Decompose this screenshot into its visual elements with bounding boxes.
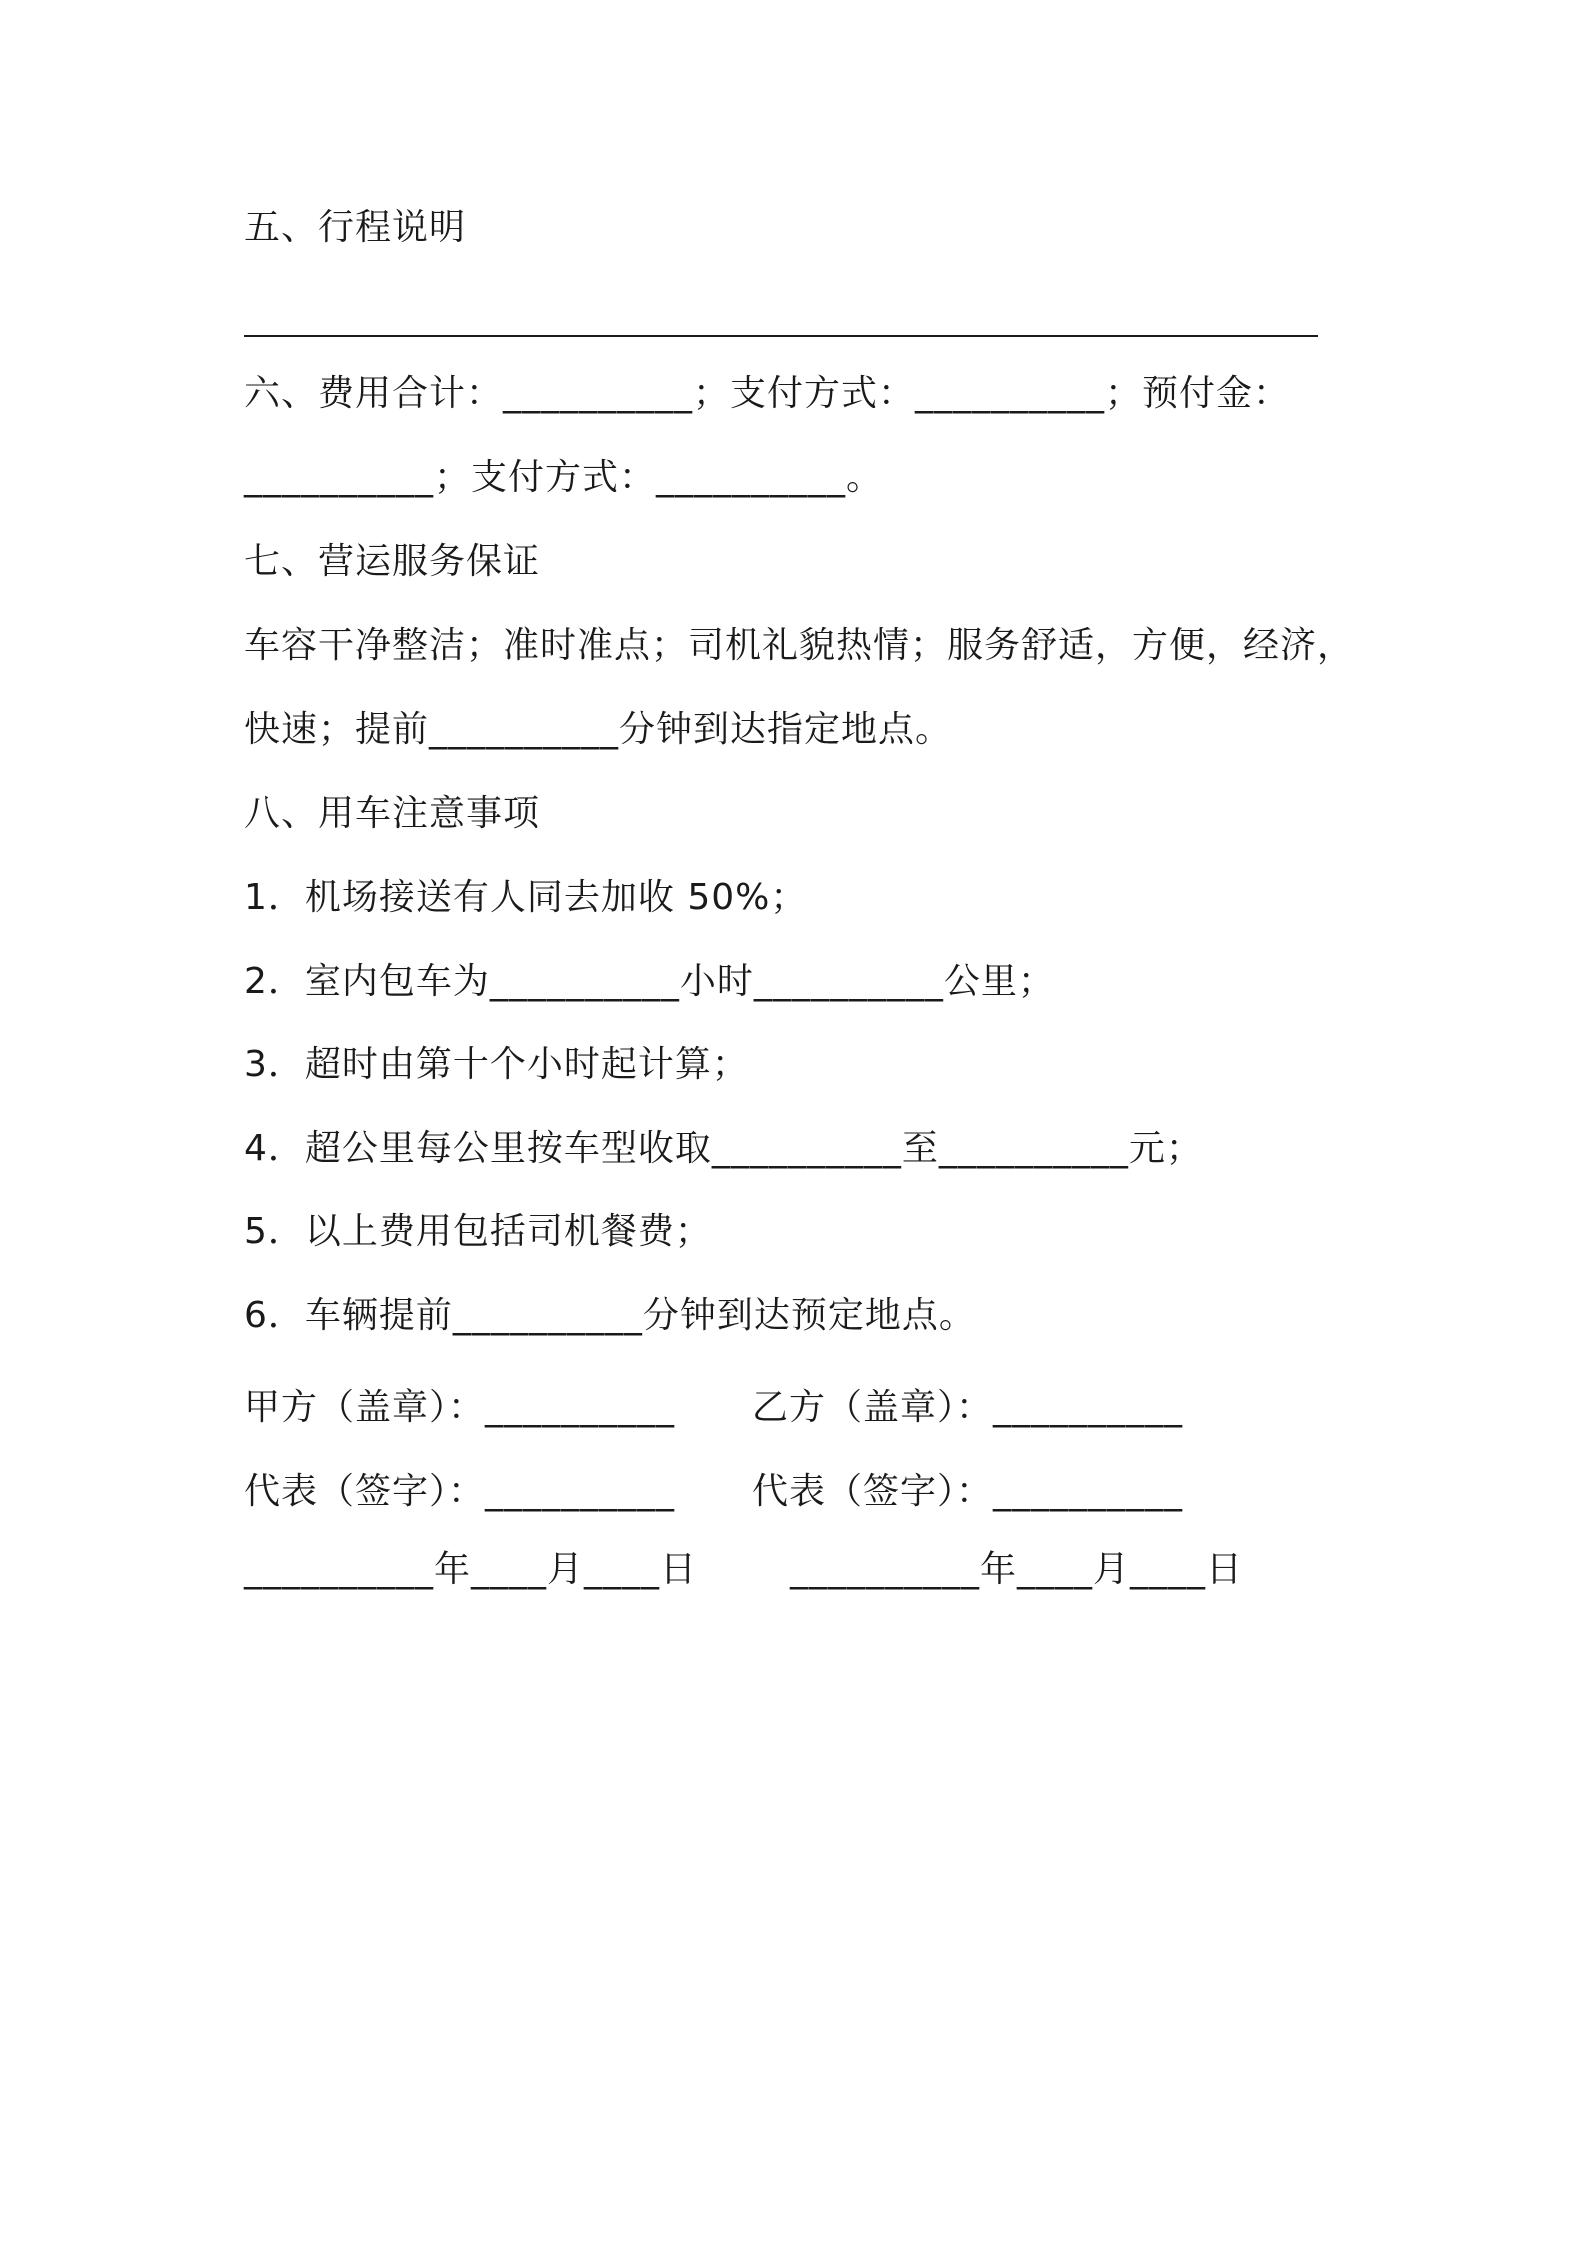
section-5-heading: 五、行程说明 (244, 207, 467, 248)
party-b-seal: 乙方（盖章）：__________ (752, 1387, 1184, 1428)
section-6-line-1: 六、费用合计：__________；支付方式：__________；预付金： (244, 373, 1291, 414)
itinerary-blank-line (244, 335, 1318, 337)
section-8-heading: 八、用车注意事项 (244, 793, 541, 834)
list-item: 4．超公里每公里按车型收取__________至__________元； (244, 1128, 1203, 1169)
section-7-line-2: 快速；提前__________分钟到达指定地点。 (244, 709, 953, 750)
party-a-seal: 甲方（盖章）：__________ (244, 1387, 676, 1428)
party-a-representative: 代表（签字）：__________ (244, 1471, 676, 1512)
list-item: 3．超时由第十个小时起计算； (244, 1044, 749, 1085)
section-7-line-1: 车容干净整洁；准时准点；司机礼貌热情；服务舒适，方便，经济， (244, 625, 1355, 666)
list-item: 2．室内包车为__________小时__________公里； (244, 961, 1055, 1002)
party-b-representative: 代表（签字）：__________ (752, 1471, 1184, 1512)
party-a-date: __________年____月____日 (244, 1549, 697, 1590)
section-7-heading: 七、营运服务保证 (244, 541, 541, 582)
section-6-line-2: __________；支付方式：__________。 (244, 457, 884, 498)
party-b-date: __________年____月____日 (790, 1549, 1243, 1590)
list-item: 6．车辆提前__________分钟到达预定地点。 (244, 1295, 976, 1336)
list-item: 1．机场接送有人同去加收 50%； (244, 877, 808, 918)
list-item: 5．以上费用包括司机餐费； (244, 1211, 712, 1252)
